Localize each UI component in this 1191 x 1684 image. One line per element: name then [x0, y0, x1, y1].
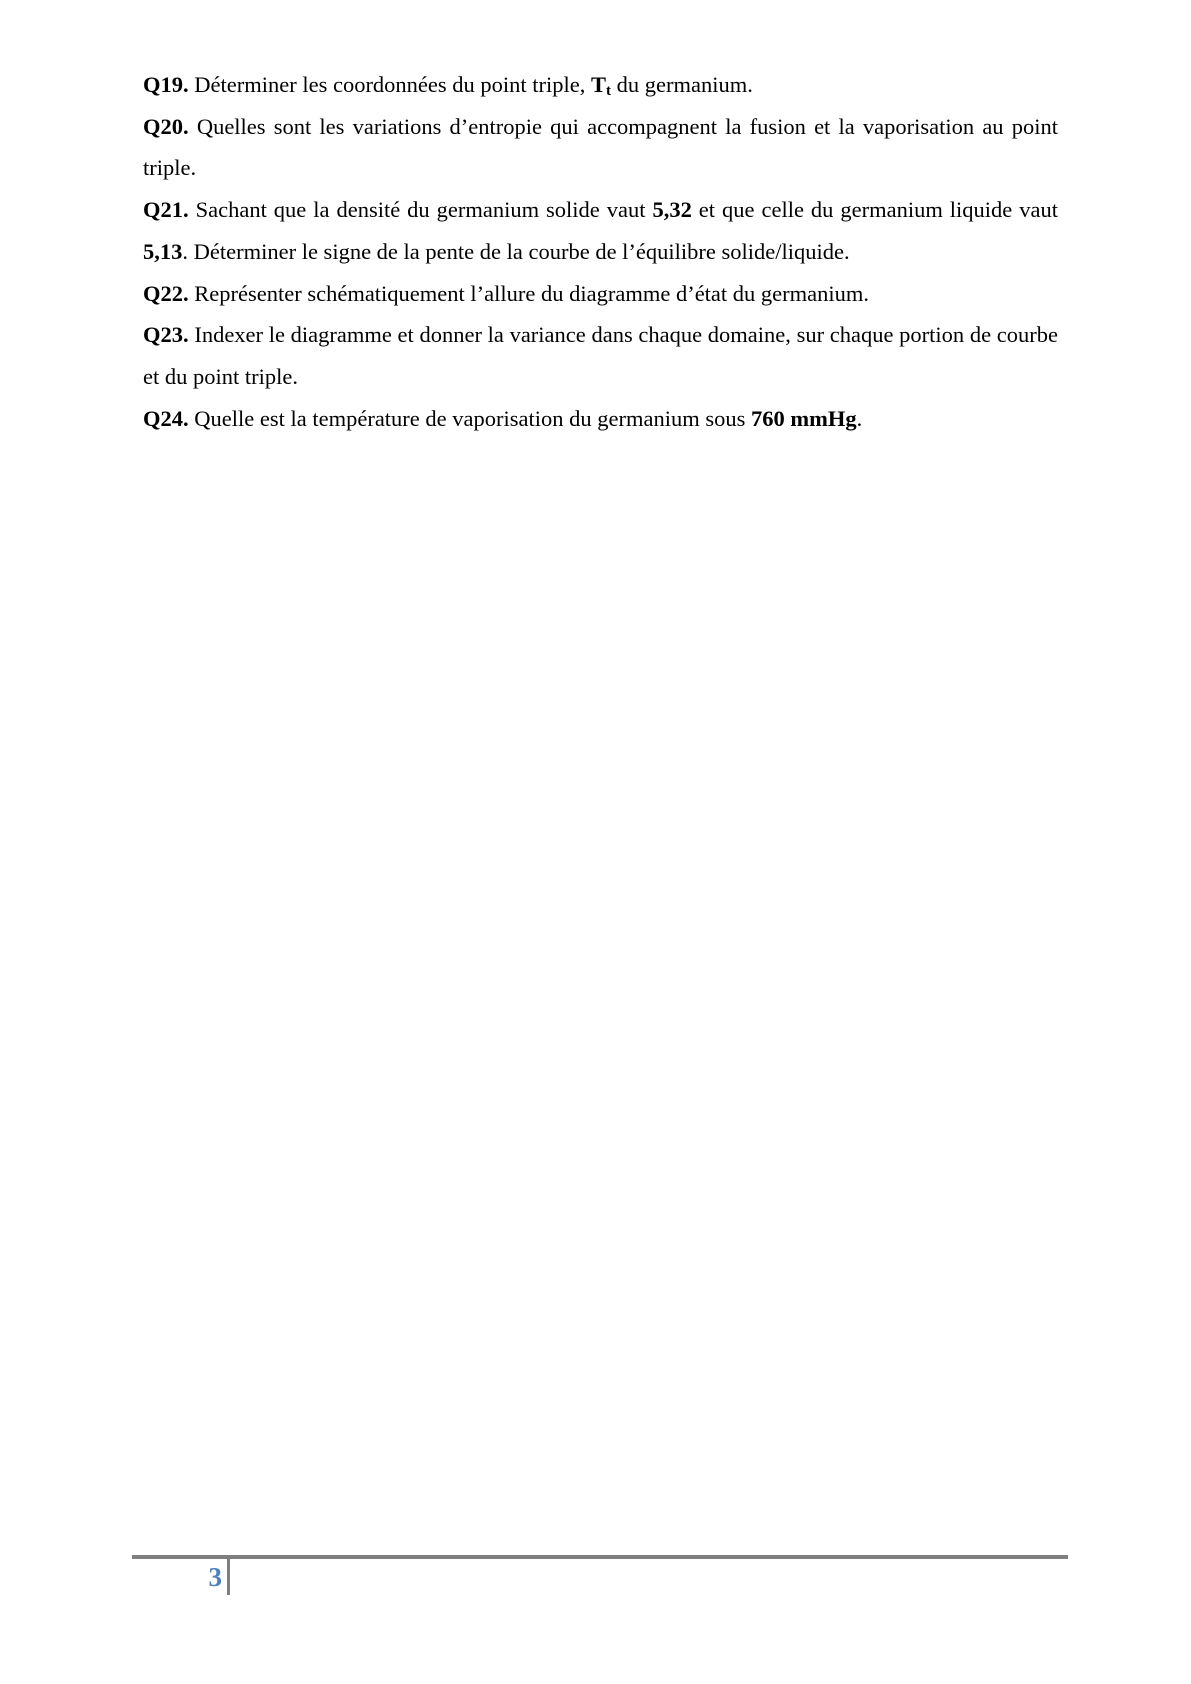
question-list — [143, 64, 1058, 439]
question-q23 — [143, 314, 1058, 397]
question-q24 — [143, 398, 1058, 440]
bold-value: T — [591, 72, 607, 97]
question-text: Représenter schématiquement l’allure du diagramme d’état du germanium. — [188, 280, 870, 306]
bold-value: 760 mmHg — [750, 405, 857, 431]
question-label: Q19. — [143, 72, 189, 97]
bold-value: 5,13 — [143, 238, 183, 264]
question-q21 — [143, 189, 1058, 272]
question-label: Q22. — [143, 280, 189, 306]
question-text: . — [856, 405, 863, 431]
footer-separator — [227, 1558, 230, 1595]
footer-rule — [132, 1555, 1068, 1559]
question-text: Sachant que la densité du germanium solide vaut — [188, 197, 653, 223]
page-number: 3 — [208, 1562, 222, 1592]
question-text: Déterminer les coordonnées du point triple, — [188, 72, 592, 97]
question-label: Q24. — [143, 405, 189, 431]
question-text: et que celle du germanium liquide vaut — [691, 197, 1058, 223]
question-label: Q20. — [143, 113, 189, 139]
question-text: Indexer le diagramme et donner la variance dans chaque domaine, sur chaque portion de courbe et du point triple. — [143, 322, 1058, 389]
question-text: . Déterminer le signe de la pente de la courbe de l’équilibre solide/liquide. — [182, 238, 850, 264]
question-text: du germanium. — [611, 72, 753, 97]
question-q19 — [143, 64, 1058, 106]
bold-value: 5,32 — [652, 197, 692, 223]
question-label: Q21. — [143, 197, 189, 223]
question-q22 — [143, 273, 1058, 315]
question-text: Quelles sont les variations d’entropie qui accompagnent la fusion et la vaporisation au point triple. — [143, 113, 1058, 181]
subscript-text: t — [606, 83, 612, 99]
question-text: Quelle est la température de vaporisation du germanium sous — [188, 405, 751, 431]
question-label: Q23. — [143, 322, 189, 348]
question-q20 — [143, 106, 1058, 189]
